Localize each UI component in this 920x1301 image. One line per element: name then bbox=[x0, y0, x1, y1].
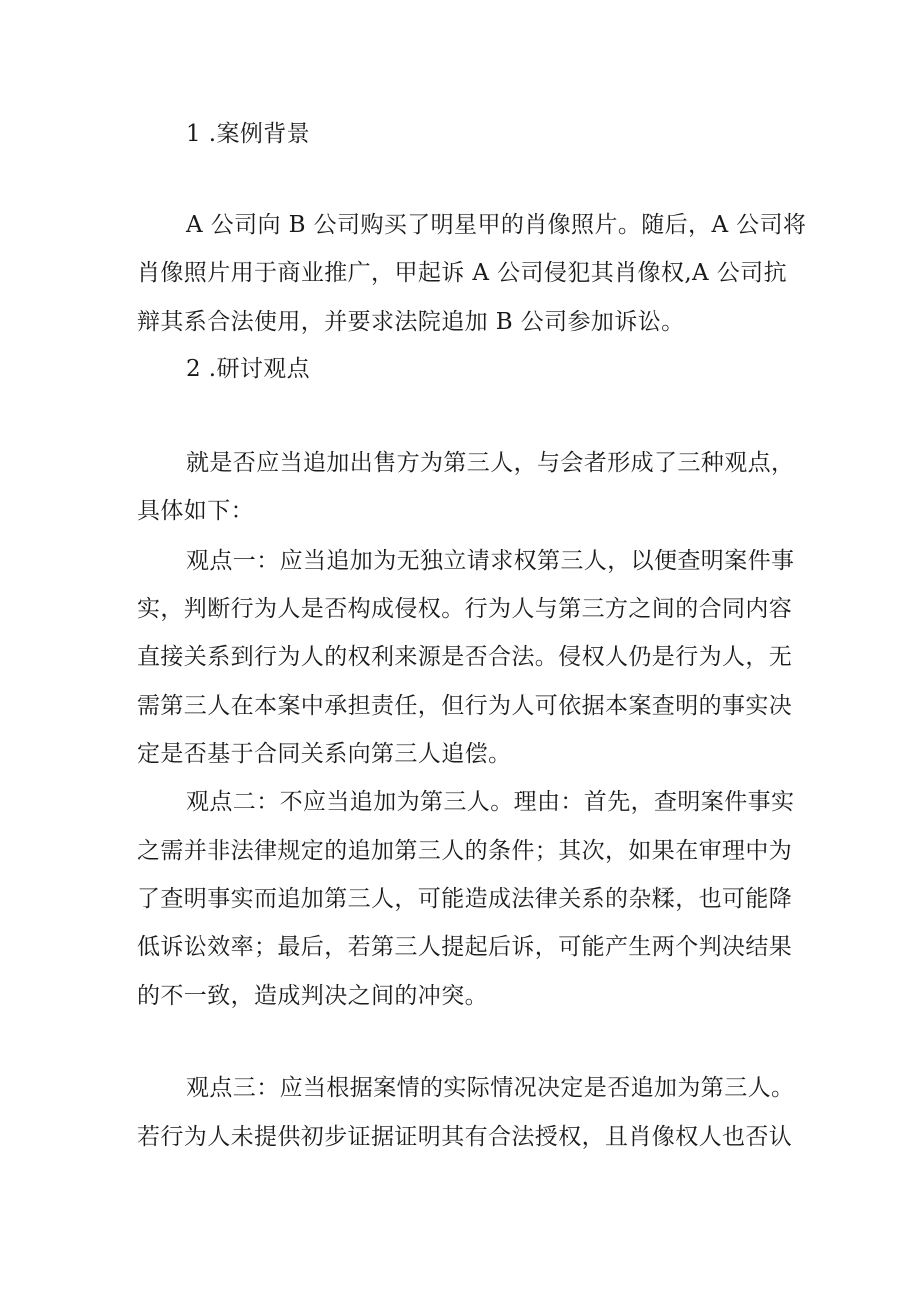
paragraph-line: 直接关系到行为人的权利来源是否合法。侵权人仍是行为人，无 bbox=[137, 644, 793, 670]
paragraph-line: 辩其系合法使用，并要求法院追加 B 公司参加诉讼。 bbox=[137, 309, 685, 335]
paragraph-line: 了查明事实而追加第三人，可能造成法律关系的杂糅，也可能降 bbox=[137, 886, 793, 912]
paragraph-line: 就是否应当追加出售方为第三人，与会者形成了三种观点， bbox=[186, 450, 795, 476]
paragraph-line: 肖像照片用于商业推广，甲起诉 A 公司侵犯其肖像权,A 公司抗 bbox=[137, 260, 787, 286]
paragraph-line: 具体如下： bbox=[137, 498, 254, 524]
paragraph-line: 观点三：应当根据案情的实际情况决定是否追加为第三人。 bbox=[186, 1075, 795, 1101]
paragraph-line: 观点一：应当追加为无独立请求权第三人，以便查明案件事 bbox=[186, 548, 795, 574]
paragraph-line: 定是否基于合同关系向第三人追偿。 bbox=[137, 741, 512, 767]
paragraph-line: A 公司向 B 公司购买了明星甲的肖像照片。随后，A 公司将 bbox=[186, 212, 807, 238]
paragraph-line: 低诉讼效率；最后，若第三人提起后诉，可能产生两个判决结果 bbox=[137, 934, 793, 960]
paragraph-line: 的不一致，造成判决之间的冲突。 bbox=[137, 983, 488, 1009]
paragraph-line: 观点二：不应当追加为第三人。理由：首先，查明案件事实 bbox=[186, 789, 795, 815]
paragraph-line: 之需并非法律规定的追加第三人的条件；其次，如果在审理中为 bbox=[137, 838, 793, 864]
section-heading-viewpoints: 2 .研讨观点 bbox=[186, 356, 311, 382]
paragraph-line: 需第三人在本案中承担责任，但行为人可依据本案查明的事实决 bbox=[137, 693, 793, 719]
paragraph-line: 若行为人未提供初步证据证明其有合法授权，且肖像权人也否认 bbox=[137, 1124, 793, 1150]
paragraph-line: 实，判断行为人是否构成侵权。行为人与第三方之间的合同内容 bbox=[137, 596, 793, 622]
section-heading-background: 1 .案例背景 bbox=[186, 121, 311, 147]
